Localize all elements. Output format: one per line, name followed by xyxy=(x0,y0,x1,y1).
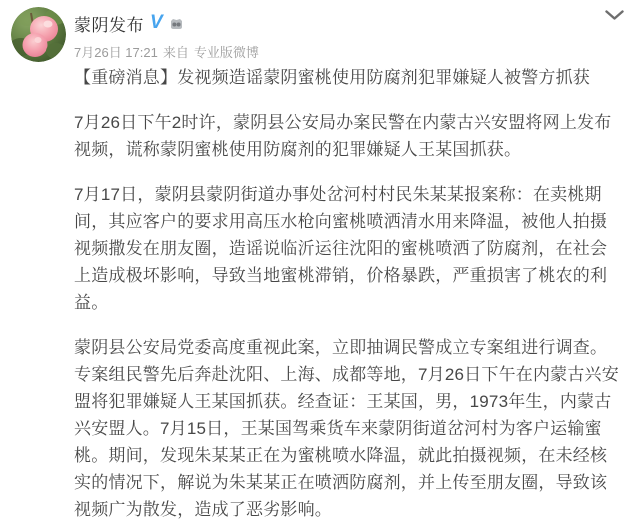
post-time: 7月26日 17:21 xyxy=(74,45,158,60)
author-name[interactable]: 蒙阴发布 xyxy=(74,15,144,35)
member-badge-icon xyxy=(169,17,184,30)
post-paragraph: 7月17日，蒙阴县蒙阴街道办事处岔河村村民朱某某报案称：在卖桃期间，其应客户的要求用高压水枪向蜜桃喷洒清水用来降温，被他人拍摄视频撒发在朋友圈，造谣说临沂运往沈阳的蜜桃喷洒了防腐剂，在社会上造成极坏影响，导致当地蜜桃滞销，价格暴跌，严重损害了桃农的利益。 xyxy=(74,185,608,312)
chevron-down-icon[interactable] xyxy=(602,5,626,25)
avatar[interactable] xyxy=(11,7,66,62)
post-content xyxy=(74,64,619,523)
peaches-photo-icon xyxy=(11,7,66,62)
post-paragraph: 7月26日下午2时许，蒙阴县公安局办案民警在内蒙古兴安盟将网上发布视频，谎称蒙阴蜜桃使用防腐剂的犯罪嫌疑人王某国抓获。 xyxy=(74,113,612,159)
post-source[interactable]: 专业版微博 xyxy=(193,45,259,60)
source-prefix: 来自 xyxy=(162,45,189,60)
post-header xyxy=(74,12,259,61)
post-meta xyxy=(74,42,259,61)
post-title: 【重磅消息】发视频造谣蒙阴蜜桃使用防腐剂犯罪嫌疑人被警方抓获 xyxy=(74,68,590,87)
post-paragraph: 蒙阴县公安局党委高度重视此案，立即抽调民警成立专案组进行调查。专案组民警先后奔赴沈阳、上海、成都等地，7月26日下午在内蒙古兴安盟将犯罪嫌疑人王某国抓获。经查证：王某国，男，1973年生，内蒙古兴安盟人。7月15日，王某国驾乘货车来蒙阴街道岔河村为客户运输蜜桃。期间，发现朱某某正在为蜜桃喷水降温，就此拍摄视频，在未经核实的情况下，解说为朱某某正在喷洒防腐剂，并上传至朋友圈，导致该视频广为散发，造成了恶劣影响。 xyxy=(74,338,619,519)
verified-v-icon: V xyxy=(150,11,163,33)
